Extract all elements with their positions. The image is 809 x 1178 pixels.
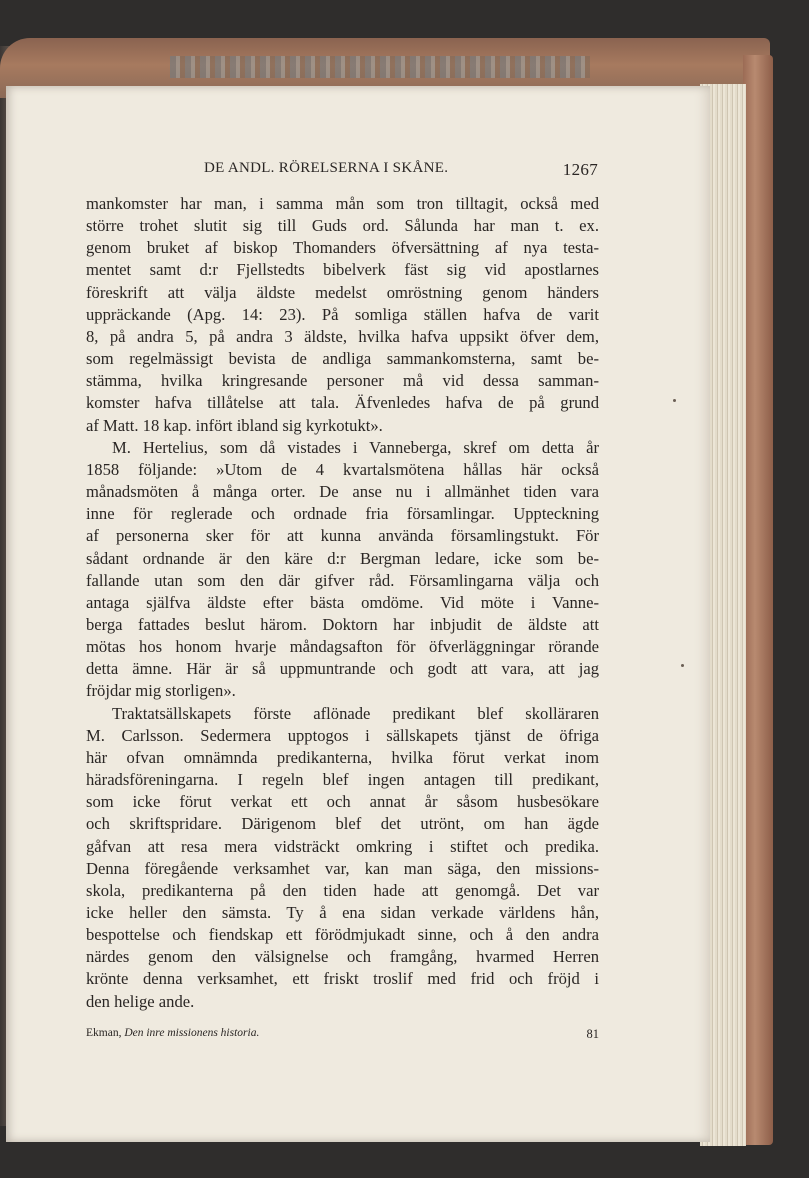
source-note xyxy=(86,1027,259,1039)
paragraph-2-last-line xyxy=(86,680,599,702)
text-line: af Matt. 18 kap. infört ibland sig kyrkotukt». xyxy=(86,415,383,435)
text-line: månadsmöten å många orter. De anse nu i allmänhet tiden vara xyxy=(86,482,599,502)
text-line: här ofvan omnämnda predikanterna, hvilka förut verkat inom xyxy=(86,747,599,767)
text-line: sådant ordnande är den käre d:r Bergman ledare, icke som be- xyxy=(86,548,599,568)
text-line: genom bruket af biskop Thomanders öfversättning af nya testa- xyxy=(86,238,599,258)
text-line: af personerna sker för att kunna använda församlingstukt. För xyxy=(86,526,599,546)
text-line: berga fattades beslut härom. Doktorn har inbjudit de äldste att xyxy=(86,614,599,634)
source-author: Ekman, xyxy=(86,1027,122,1039)
text-line: M. Hertelius, som då vistades i Vanneberga, skref om detta år xyxy=(112,437,599,457)
text-line: som icke förut verkat ett och annat år såsom husbesökare xyxy=(86,792,599,812)
text-line: mankomster har man, i samma mån som tron tilltagit, också med xyxy=(86,194,599,213)
text-line: inne för reglerade och ordnade fria församlingar. Uppteckning xyxy=(86,504,599,524)
text-line: och skriftspridare. Därigenom blef det utrönt, om han ägde xyxy=(86,814,599,834)
text-line: gåfvan att resa mera vidsträckt omkring i stiftet och predika. xyxy=(86,836,599,856)
text-line: som regelmässigt bevista de andliga sammankomsterna, samt be- xyxy=(86,349,599,369)
text-line: M. Carlsson. Sedermera upptogos i sällskapets tjänst de öfriga xyxy=(86,725,599,745)
text-line: Traktatsällskapets förste aflönade predikant blef skolläraren xyxy=(112,703,599,723)
cover-marbled-pattern xyxy=(170,56,590,78)
text-line: stämma, hvilka kringresande personer må vid dessa samman- xyxy=(86,371,599,391)
paragraph-2 xyxy=(86,437,599,459)
paragraph-1 xyxy=(86,193,599,415)
text-line: den helige ande. xyxy=(86,991,195,1011)
text-line: mentet samt d:r Fjellstedts bibelverk fäst sig vid apostlarnes xyxy=(86,260,599,280)
page-speck xyxy=(673,399,676,402)
signature-mark: 81 xyxy=(586,1027,599,1041)
paragraph-2-body xyxy=(86,459,599,681)
book-cover-right xyxy=(743,55,773,1145)
body-text xyxy=(86,193,599,1013)
text-line: mötas hos honom hvarje måndagsafton för öfverläggningar rörande xyxy=(86,637,599,657)
text-line: större trohet slutit sig till Guds ord. Sålunda har man t. ex. xyxy=(86,216,599,236)
text-line: fröjdar mig storligen». xyxy=(86,681,236,701)
text-line: uppräckande (Apg. 14: 23). På somliga ställen hafva de varit xyxy=(86,304,599,324)
paragraph-3-body xyxy=(86,725,599,991)
text-line: Denna föregående verksamhet var, kan man säga, den missions- xyxy=(86,858,599,878)
text-line: närdes genom den välsignelse och framgång, hvarmed Herren xyxy=(86,947,599,967)
text-line: häradsföreningarna. I regeln blef ingen antagen till predikant, xyxy=(86,770,599,790)
text-line: detta ämne. Här är så uppmuntrande och godt att vara, att jag xyxy=(86,659,599,679)
text-line: fallande utan som den där gifver råd. Församlingarna välja och xyxy=(86,570,599,590)
page-number: 1267 xyxy=(562,160,598,179)
text-line: antaga själfva äldste efter bästa omdöme. Vid möte i Vanne- xyxy=(86,592,599,612)
text-line: bespottelse och fiendskap ett förödmjukadt sinne, och å den andra xyxy=(86,925,599,945)
paragraph-3 xyxy=(86,703,599,725)
text-line: föreskrift att välja äldste medelst omröstning genom händers xyxy=(86,282,599,302)
paragraph-3-last-line xyxy=(86,991,599,1013)
text-line: icke heller den sämsta. Ty å ena sidan verkade världens hån, xyxy=(86,903,599,922)
text-line: 8, på andra 5, på andra 3 äldste, hvilka hafva uppsikt öfver dem, xyxy=(86,326,599,346)
page-speck xyxy=(681,664,684,667)
paragraph-1-last-line xyxy=(86,415,599,437)
running-title: DE ANDL. RÖRELSERNA I SKÅNE. xyxy=(204,160,449,176)
text-line: komster hafva tillåtelse att tala. Äfvenledes hafva de på grund xyxy=(86,393,599,413)
text-line: krönte denna verksamhet, ett friskt troslif med frid och fröjd i xyxy=(86,969,599,989)
text-line: 1858 följande: »Utom de 4 kvartalsmötena hållas här också xyxy=(86,459,599,479)
source-work: Den inre missionens historia. xyxy=(124,1027,260,1039)
text-line: skola, predikanterna på den tiden hade att genomgå. Det var xyxy=(86,880,599,900)
book-page xyxy=(6,86,710,1142)
